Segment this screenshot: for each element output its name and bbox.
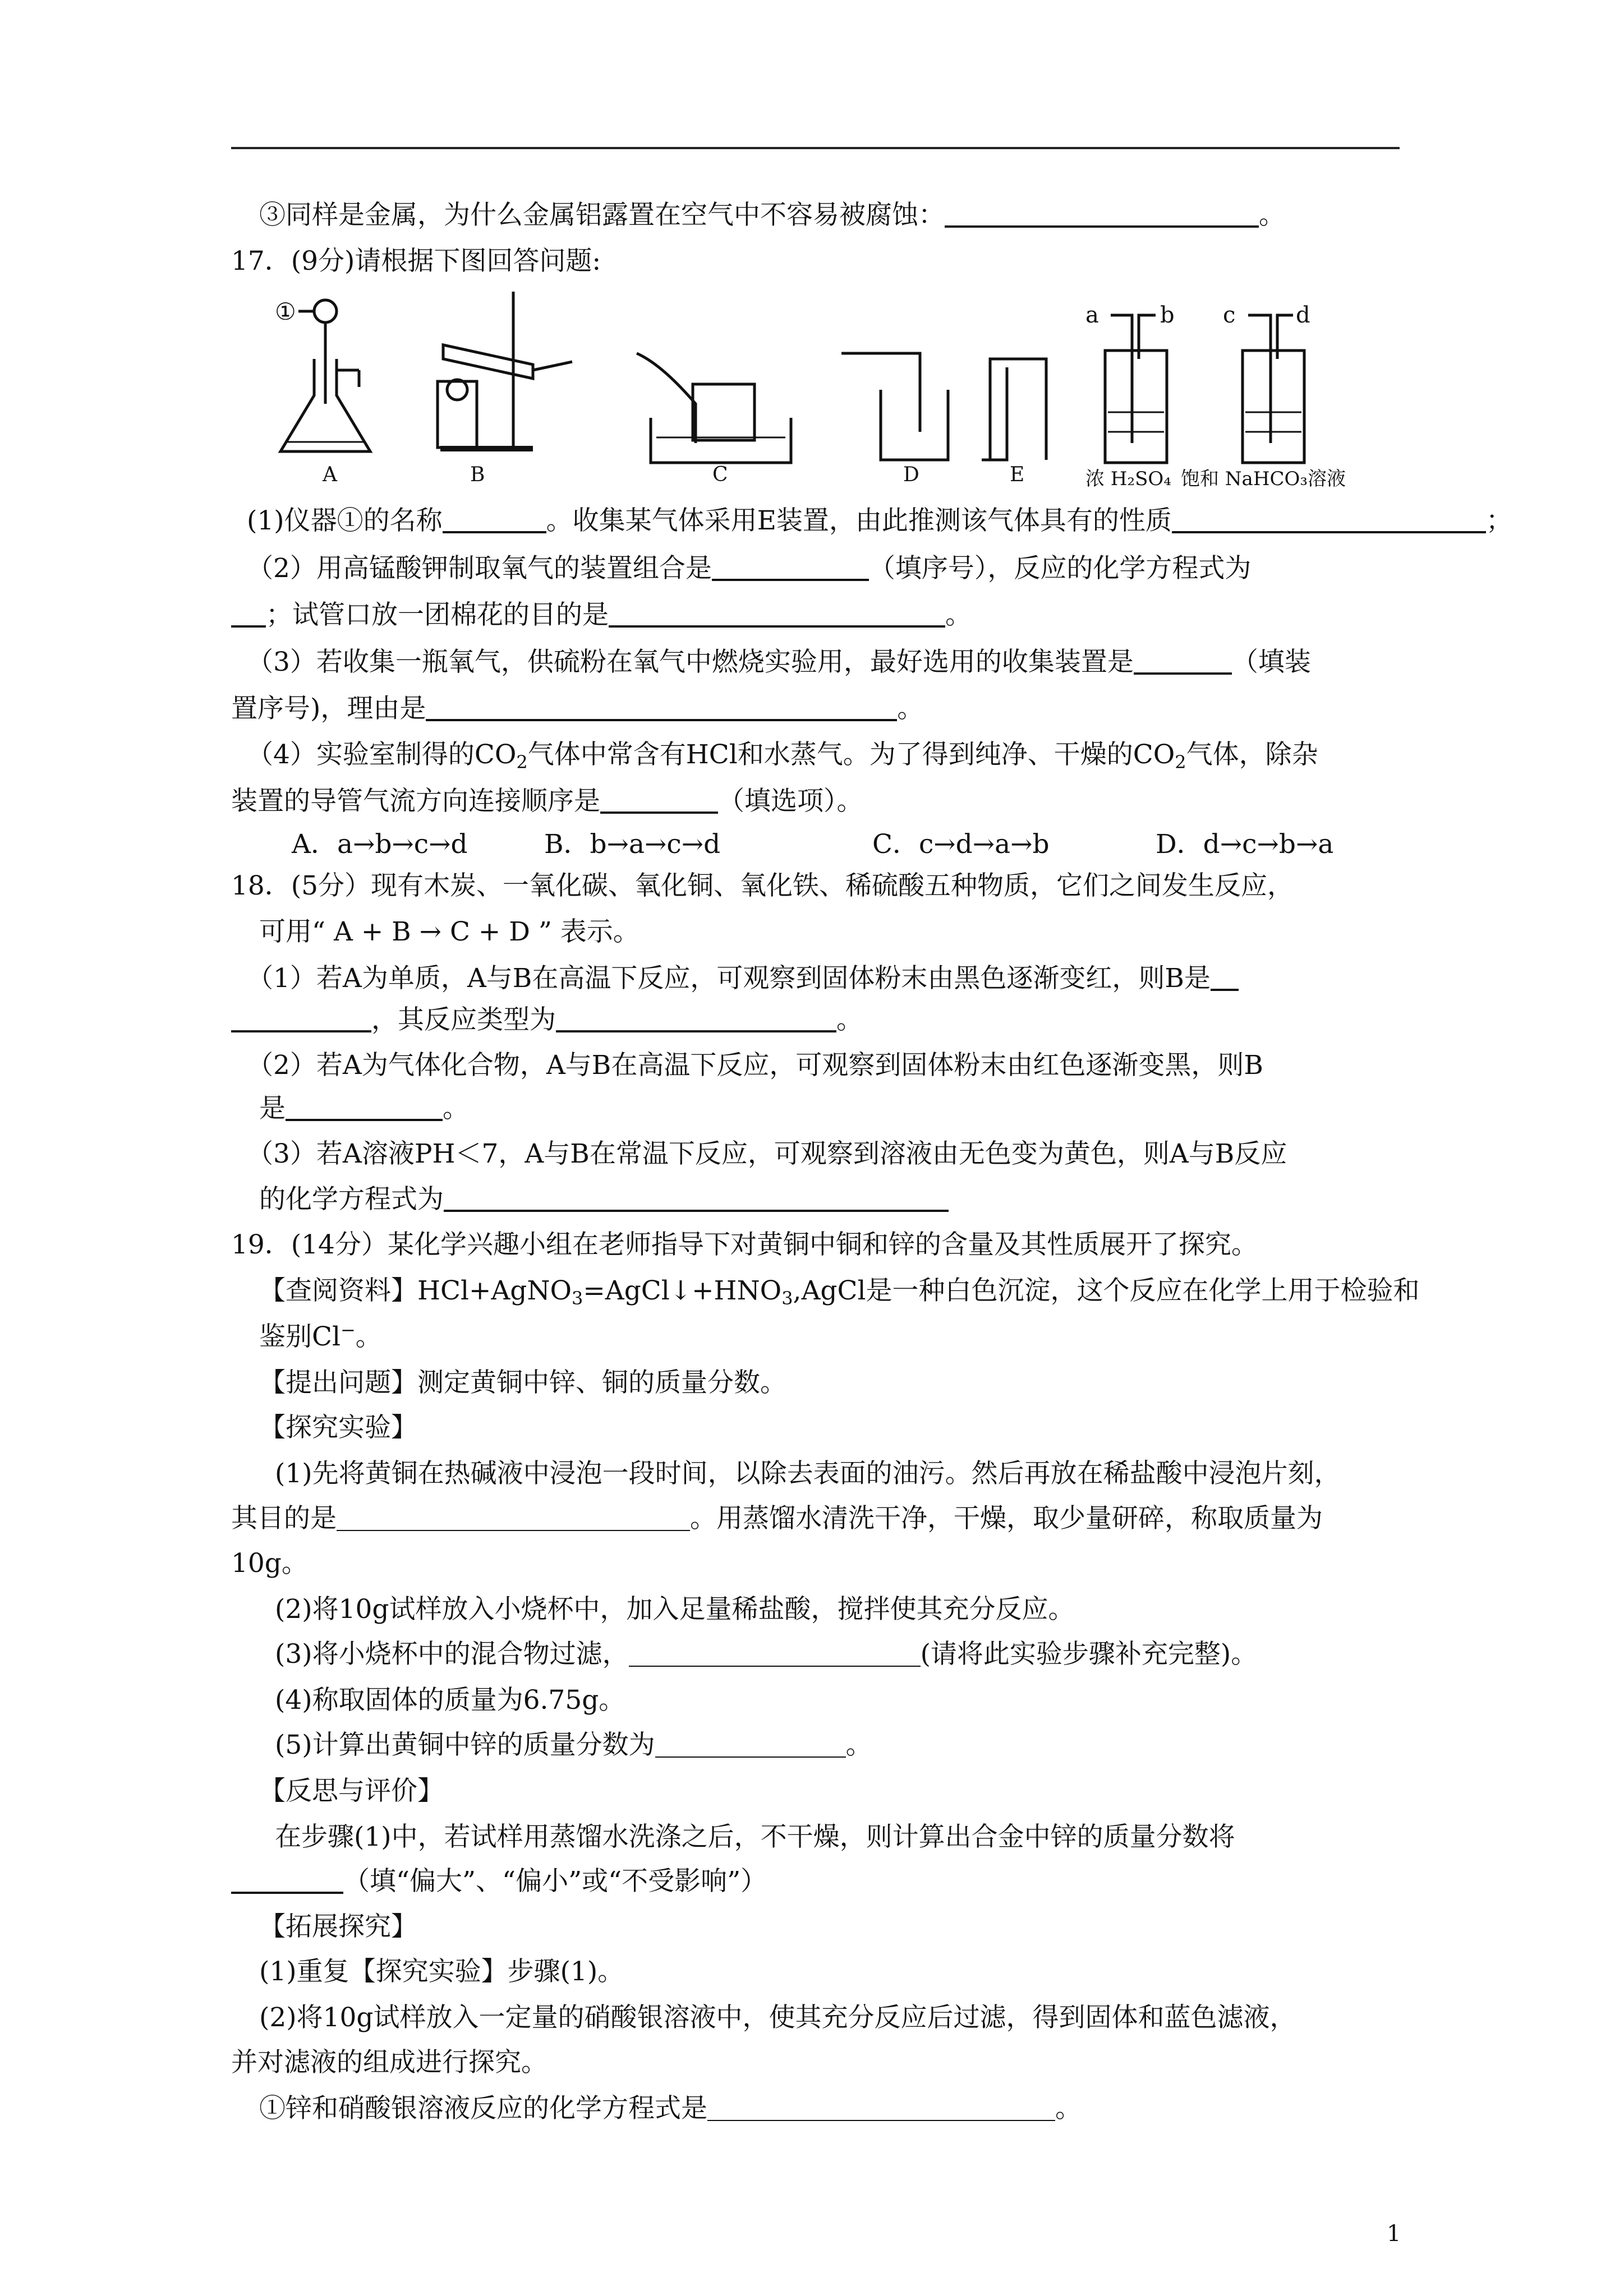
label-C: C [712,463,728,486]
apparatus-C [637,353,791,486]
apparatus-figure [269,292,1402,491]
header-rule [231,147,1400,149]
port-a: a [1085,302,1099,328]
q19-step5: (5)计算出黄铜中锌的质量分数为 。 [275,1730,872,1760]
port-d: d [1296,302,1310,328]
q17-part4-cont: 装置的导管气流方向连接顺序是 （填选项）。 [231,785,863,817]
answer-blank[interactable] [556,1004,836,1032]
answer-blank[interactable] [231,1865,343,1894]
label-D: D [903,463,919,486]
q19-extend-3: ①锌和硝酸银溶液反应的化学方程式是 。 [259,2093,1082,2124]
q19-question: 【提出问题】测定黄铜中锌、铜的质量分数。 [259,1367,786,1398]
figure-marker: ① [275,298,296,325]
caption-nahco3: 饱和 NaHCO₃溶液 [1181,468,1346,490]
q19-reference: 【查阅资料】$HCl+AgNO_3=AgCl↓+HNO_3,AgCl$是一种白色沉淀，这个反应在化学上用于检验和 [259,1275,1420,1309]
q17-header: 17．(9分)请根据下图回答问题: [231,246,601,276]
answer-blank[interactable] [286,1092,443,1121]
q18-part2-cont: 是 。 [259,1092,469,1124]
answer-blank[interactable] [426,693,897,721]
q18-part1: （1）若A为单质，A与B在高温下反应，可观察到固体粉末由黑色逐渐变红，则B是 [247,962,1239,994]
answer-blank[interactable] [609,599,945,628]
label-A: A [323,463,337,486]
q19-extend-2: (2)将10g试样放入一定量的硝酸银溶液中，使其充分反应后过滤，得到固体和蓝色滤液， [259,2002,1296,2033]
answer-blank[interactable] [1172,505,1486,533]
q19-step1-cont: 其目的是 。用蒸馏水清洗干净，干燥，取少量研碎，称取质量为 [231,1503,1323,1534]
apparatus-D [841,353,948,486]
answer-blank[interactable] [945,199,1259,228]
page-number: 1 [1387,2221,1401,2247]
q19-step2: (2)将10g试样放入小烧杯中，加入足量稀盐酸，搅拌使其充分反应。 [275,1594,1075,1625]
q19-extend-2-cont: 并对滤液的组成进行探究。 [231,2047,548,2078]
q19-step1: (1)先将黄铜在热碱液中浸泡一段时间，以除去表面的油污。然后再放在稀盐酸中浸泡片刻， [275,1458,1341,1489]
q18-part3-cont: 的化学方程式为 [259,1183,949,1215]
q16-part3: ③同样是金属，为什么金属铝露置在空气中不容易被腐蚀： 。 [259,199,1285,230]
q17-part3: （3）若收集一瓶氧气，供硫粉在氧气中燃烧实验用，最好选用的收集装置是 （填装 [247,646,1311,677]
option-D: D．d→c→b→a [1156,829,1334,860]
q18-header-cont: 可用“ A + B → C + D ” 表示。 [259,916,640,947]
apparatus-B [438,292,572,486]
answer-blank[interactable] [231,599,266,628]
caption-h2so4: 浓 H₂SO₄ [1085,468,1171,490]
q18-part2: （2）若A为气体化合物，A与B在高温下反应，可观察到固体粉末由红色逐渐变黑，则B [247,1050,1263,1081]
q19-reflect-heading: 【反思与评价】 [259,1776,444,1806]
q19-extend-heading: 【拓展探究】 [259,1911,417,1942]
answer-blank[interactable] [629,1639,921,1667]
answer-blank[interactable] [600,785,718,814]
label-B: B [470,463,485,486]
q17-part4: （4）实验室制得的$CO_2$气体中常含有HCl和水蒸气。为了得到纯净、干燥的$CO_2$气体，除杂 [247,739,1318,773]
answer-blank[interactable] [337,1504,690,1531]
answer-blank[interactable] [443,505,546,533]
apparatus-E [982,359,1046,486]
q19-step4: (4)称取固体的质量为6.75g。 [275,1685,625,1716]
apparatus-A [275,298,370,486]
q19-header: 19．(14分）某化学兴趣小组在老师指导下对黄铜中铜和锌的含量及其性质展开了探究。 [231,1229,1258,1260]
q18-part3: （3）若A溶液PH＜7，A与B在常温下反应，可观察到溶液由无色变为黄色，则A与B反应 [247,1138,1287,1169]
q17-part2: （2）用高锰酸钾制取氧气的装置组合是 （填序号），反应的化学方程式为 [247,552,1252,584]
q19-reference-cont: 鉴别Cl−。 [259,1319,382,1352]
q18-header: 18．(5分）现有木炭、一氧化碳、氧化铜、氧化铁、稀硫酸五种物质，它们之间发生反应， [231,870,1294,901]
q19-step3: (3)将小烧杯中的混合物过滤， (请将此实验步骤补充完整)。 [275,1639,1258,1670]
q19-step1-end: 10g。 [231,1548,308,1579]
option-B: B．b→a→c→d [544,829,721,860]
port-b: b [1160,302,1175,328]
q19-reflect-cont: （填“偏大”、“偏小”或“不受影响”） [231,1865,767,1897]
wash-bottle-nahco3 [1181,302,1346,490]
answer-blank[interactable] [1134,646,1232,675]
q18-part1-cont: ，其反应类型为 。 [231,1004,863,1036]
label-E: E [1010,463,1025,486]
option-A: A．a→b→c→d [292,829,468,860]
answer-blank[interactable] [444,1183,949,1212]
answer-blank[interactable] [655,1730,846,1758]
q19-explore-heading: 【探究实验】 [259,1412,417,1443]
answer-blank[interactable] [707,2094,1055,2121]
answer-blank[interactable] [712,552,869,581]
q19-reflect: 在步骤(1)中，若试样用蒸馏水洗涤之后，不干燥，则计算出合金中锌的质量分数将 [275,1822,1235,1852]
q17-part3-cont: 置序号)，理由是 。 [231,693,924,724]
answer-blank[interactable] [1211,962,1239,991]
q19-extend-1: (1)重复【探究实验】步骤(1)。 [259,1956,624,1987]
wash-bottle-h2so4 [1085,302,1175,490]
answer-blank[interactable] [231,1004,371,1032]
q17-part1: (1)仪器①的名称 。收集某气体采用E装置，由此推测该气体具有的性质 ； [247,505,1512,536]
option-C: C．c→d→a→b [872,829,1050,860]
q17-part2-cont: ；试管口放一团棉花的目的是 。 [231,599,972,631]
port-c: c [1223,302,1236,328]
